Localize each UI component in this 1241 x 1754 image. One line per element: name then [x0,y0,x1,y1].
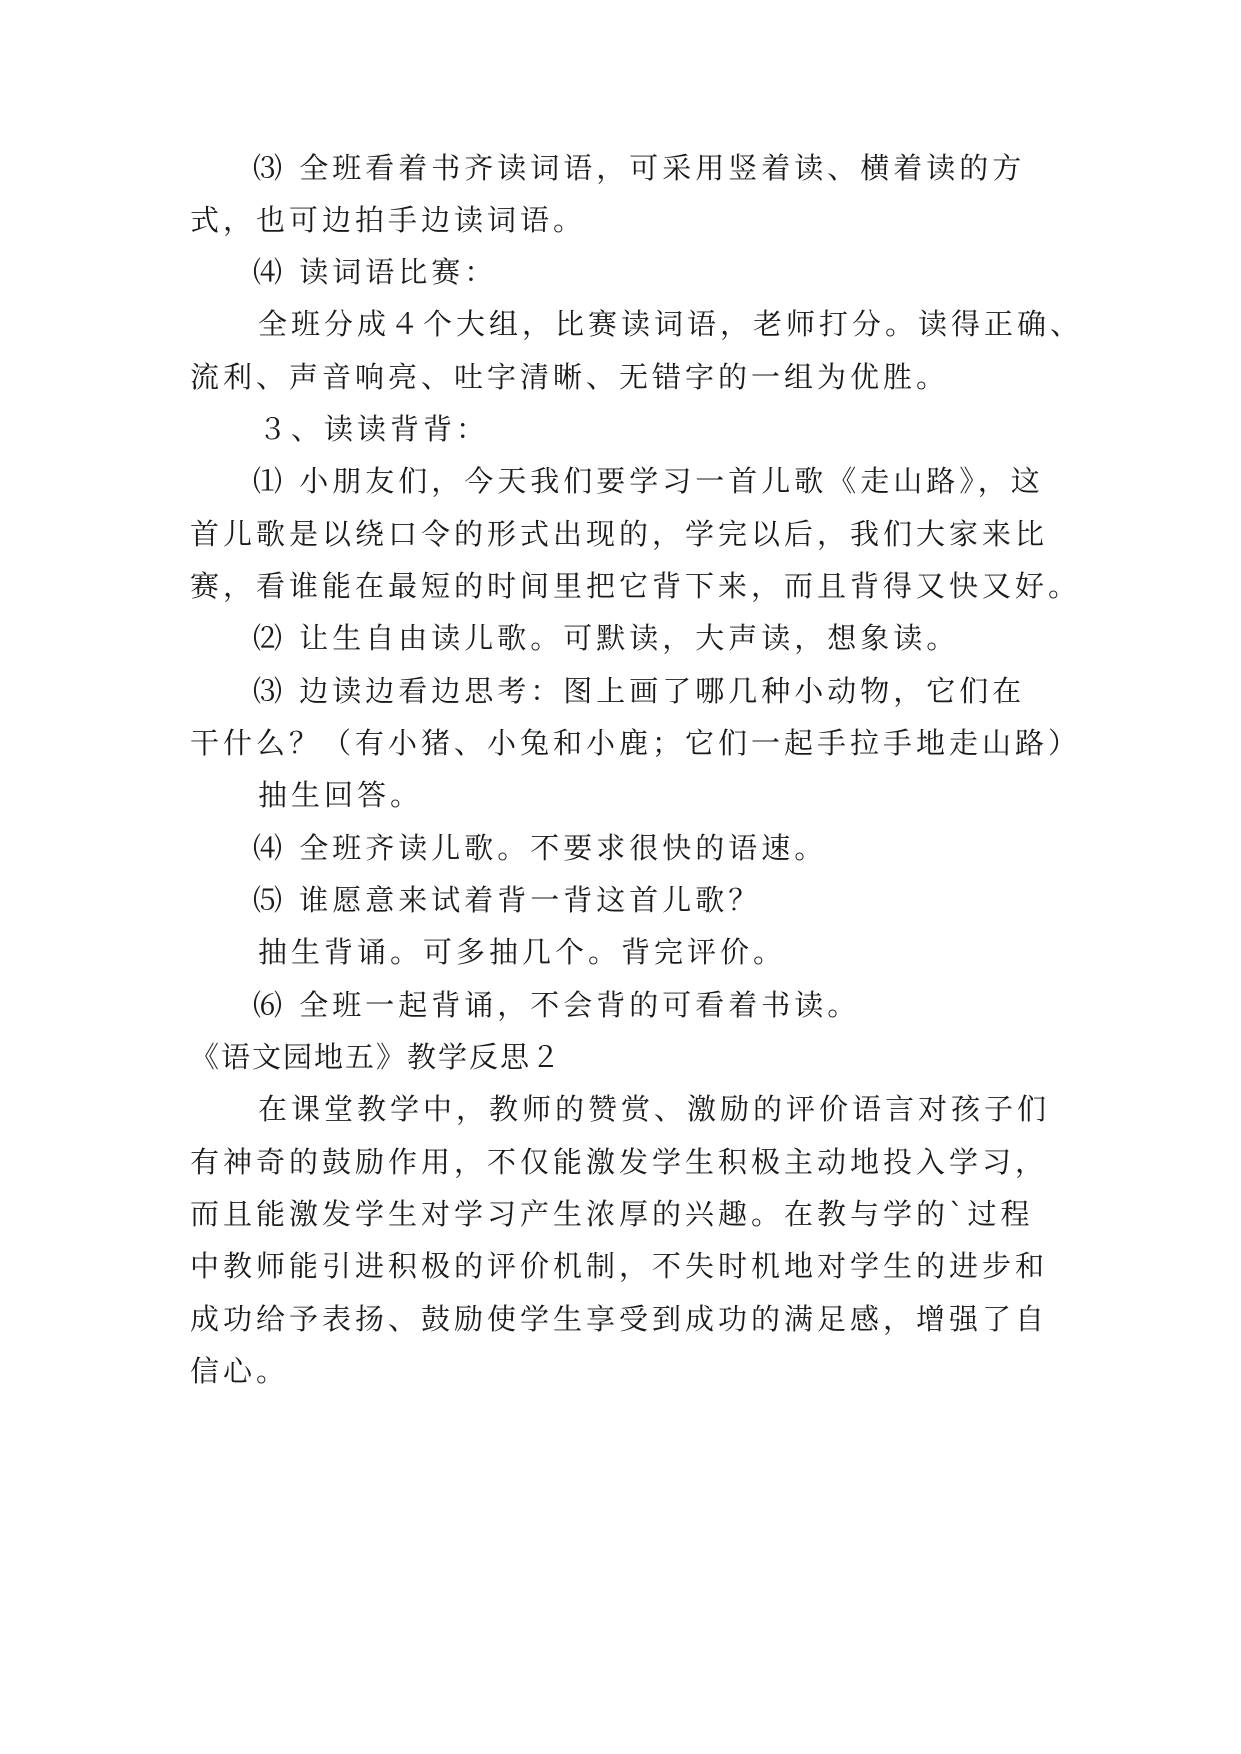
paragraph-line: 流利、声音响亮、吐字清晰、无错字的一组为优胜。 [190,360,950,394]
paragraph-line: 有神奇的鼓励作用，不仅能激发学生积极主动地投入学习， [190,1145,1049,1179]
paragraph-line: 抽生背诵。可多抽几个。背完评价。 [258,935,787,969]
paragraph-line: 而且能激发学生对学习产生浓厚的兴趣。在教与学的`过程 [190,1197,1034,1231]
paragraph-line: ⑶ 全班看着书齐读词语，可采用竖着读、横着读的方 [253,151,1026,185]
paragraph-line: 赛，看谁能在最短的时间里把它背下来，而且背得又快又好。 [190,569,1082,603]
paragraph-line: 式，也可边拍手边读词语。 [190,203,587,237]
paragraph-line: ⑷ 读词语比赛： [253,255,498,289]
paragraph-line: 首儿歌是以绕口令的形式出现的，学完以后，我们大家来比 [190,517,1049,551]
paragraph-line: ⑷ 全班齐读儿歌。不要求很快的语速。 [253,831,828,865]
paragraph-line: ⑶ 边读边看边思考：图上画了哪几种小动物，它们在 [253,674,1026,708]
paragraph-line: ⑴ 小朋友们，今天我们要学习一首儿歌《走山路》，这 [253,464,1044,498]
paragraph-line: 信心。 [190,1354,290,1388]
paragraph-line: 中教师能引进积极的评价机制，不失时机地对学生的进步和 [190,1249,1049,1283]
paragraph-line: 干什么？（有小猪、小兔和小鹿；它们一起手拉手地走山路） [190,726,1082,760]
paragraph-line: 在课堂教学中，教师的赞赏、激励的评价语言对孩子们 [258,1092,1051,1126]
paragraph-line: 全班分成４个大组，比赛读词语，老师打分。读得正确、 [258,307,1084,341]
section-heading: ３、读读背背： [258,412,490,446]
paragraph-line: ⑵ 让生自由读儿歌。可默读，大声读，想象读。 [253,621,960,655]
section-title: 《语文园地五》教学反思２ [190,1040,563,1074]
paragraph-line: ⑸ 谁愿意来试着背一背这首儿歌？ [253,883,762,917]
paragraph-line: ⑹ 全班一起背诵，不会背的可看着书读。 [253,988,861,1022]
paragraph-line: 抽生回答。 [258,778,424,812]
paragraph-line: 成功给予表扬、鼓励使学生享受到成功的满足感，增强了自 [190,1302,1049,1336]
